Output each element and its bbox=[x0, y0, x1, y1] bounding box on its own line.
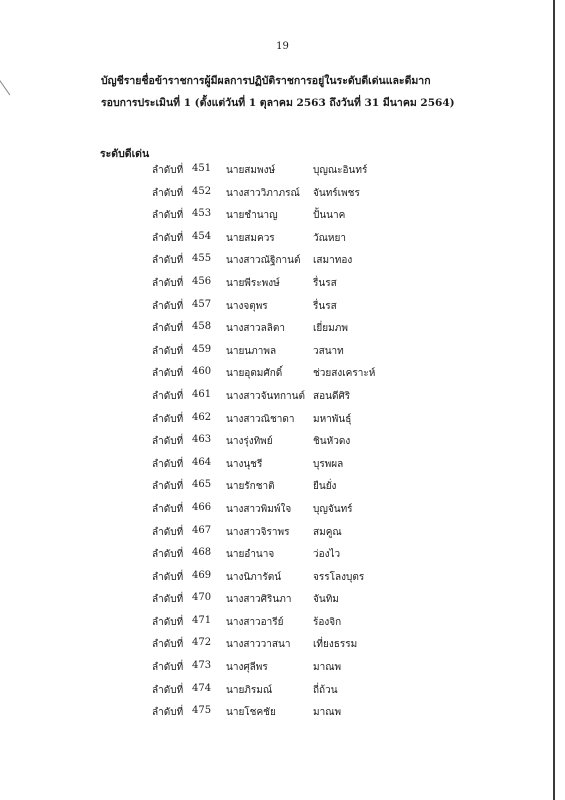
rank-label: ลำดับที่ bbox=[152, 662, 184, 674]
last-name: เสมาทอง bbox=[313, 255, 353, 267]
rank-label: ลำดับที่ bbox=[152, 526, 184, 538]
rank-label: ลำดับที่ bbox=[152, 390, 184, 402]
first-name: นางนิภารัตน์ bbox=[226, 571, 282, 583]
list-item bbox=[0, 389, 560, 412]
last-name: ปั้นนาค bbox=[313, 210, 346, 222]
first-name: นายรักชาติ bbox=[226, 481, 275, 493]
rank-label: ลำดับที่ bbox=[152, 210, 184, 222]
rank-number: 467 bbox=[192, 524, 212, 536]
first-name: นางสาวศิรินภา bbox=[226, 594, 292, 606]
first-name: นายภิรมณ์ bbox=[226, 684, 273, 696]
first-name: นายสมควร bbox=[226, 232, 275, 244]
list-item bbox=[0, 592, 560, 615]
last-name: รื่นรส bbox=[313, 300, 337, 312]
rank-label: ลำดับที่ bbox=[152, 165, 184, 176]
first-name: นางสาวลลิตา bbox=[226, 323, 286, 335]
first-name: นางศุลีพร bbox=[226, 662, 268, 674]
rank-label: ลำดับที่ bbox=[152, 684, 184, 696]
last-name: เยี่ยมภพ bbox=[313, 323, 348, 335]
rank-number: 468 bbox=[192, 547, 212, 559]
last-name: เที่ยงธรรม bbox=[313, 639, 358, 651]
section-heading: ระดับดีเด่น bbox=[100, 148, 150, 160]
first-name: นางสาววาสนา bbox=[226, 639, 291, 651]
last-name: มาณพ bbox=[313, 662, 342, 674]
last-name: ช่วยสงเคราะห์ bbox=[313, 368, 376, 380]
rank-number: 451 bbox=[192, 163, 212, 174]
list-item bbox=[0, 321, 560, 344]
rank-label: ลำดับที่ bbox=[152, 481, 184, 493]
first-name: นายชำนาญ bbox=[226, 210, 278, 222]
list-item bbox=[0, 208, 560, 231]
last-name: บุญจันทร์ bbox=[313, 503, 353, 515]
rank-number: 460 bbox=[192, 366, 212, 378]
rank-number: 458 bbox=[192, 321, 212, 333]
rank-label: ลำดับที่ bbox=[152, 549, 184, 561]
rank-label: ลำดับที่ bbox=[152, 594, 184, 606]
last-name: มหาพันธุ์ bbox=[313, 413, 352, 425]
rank-number: 455 bbox=[192, 253, 212, 265]
list-item bbox=[0, 299, 560, 322]
rank-number: 452 bbox=[192, 185, 212, 197]
last-name: จันทิม bbox=[313, 594, 339, 606]
list-item bbox=[0, 366, 560, 389]
last-name: ชินหัวดง bbox=[313, 436, 351, 448]
list-item bbox=[0, 276, 560, 299]
document-title: บัญชีรายชื่อข้าราชการผู้มีผลการปฏิบัติราชการอยู่ในระดับดีเด่นและดีมาก bbox=[101, 75, 431, 87]
rank-label: ลำดับที่ bbox=[152, 277, 184, 289]
first-name: นายโชคชัย bbox=[226, 707, 276, 719]
last-name: สอนดีศิริ bbox=[313, 390, 351, 402]
rank-number: 462 bbox=[192, 411, 212, 423]
rank-number: 471 bbox=[192, 614, 212, 626]
first-name: นางสาวอารีย์ bbox=[226, 616, 284, 628]
list-item bbox=[0, 434, 560, 457]
list-item bbox=[0, 253, 560, 276]
list-item bbox=[0, 705, 560, 728]
last-name: มาณพ bbox=[313, 707, 342, 719]
list-item bbox=[0, 163, 560, 186]
scan-artifact-line bbox=[0, 80, 10, 95]
list-item bbox=[0, 525, 560, 548]
rank-label: ลำดับที่ bbox=[152, 187, 184, 199]
rank-label: ลำดับที่ bbox=[152, 413, 184, 425]
first-name: นายอำนาจ bbox=[226, 549, 275, 561]
list-item bbox=[0, 412, 560, 435]
rank-label: ลำดับที่ bbox=[152, 436, 184, 448]
rank-label: ลำดับที่ bbox=[152, 707, 184, 719]
first-name: นางสาวพิมพ์ใจ bbox=[226, 503, 292, 515]
name-list bbox=[0, 163, 560, 728]
list-item bbox=[0, 502, 560, 525]
rank-number: 453 bbox=[192, 208, 212, 220]
list-item bbox=[0, 231, 560, 254]
rank-number: 457 bbox=[192, 298, 212, 310]
first-name: นางสาวณิชาดา bbox=[226, 413, 295, 425]
rank-number: 474 bbox=[192, 682, 212, 694]
rank-label: ลำดับที่ bbox=[152, 368, 184, 380]
last-name: วสนาท bbox=[313, 345, 344, 357]
rank-number: 475 bbox=[192, 705, 212, 717]
last-name: ยืนยั่ง bbox=[313, 481, 337, 493]
last-name: จรรโลงบุตร bbox=[313, 571, 365, 583]
rank-label: ลำดับที่ bbox=[152, 571, 184, 583]
rank-number: 465 bbox=[192, 479, 212, 491]
last-name: บุญณะอินทร์ bbox=[313, 165, 368, 176]
list-item bbox=[0, 570, 560, 593]
last-name: บุรพผล bbox=[313, 458, 344, 470]
rank-label: ลำดับที่ bbox=[152, 255, 184, 267]
rank-label: ลำดับที่ bbox=[152, 616, 184, 628]
document-subtitle: รอบการประเมินที่ 1 (ตั้งแต่วันที่ 1 ตุลาคม 2563 ถึงวันที่ 31 มีนาคม 2564) bbox=[101, 97, 455, 109]
last-name: รื่นรส bbox=[313, 277, 337, 289]
rank-number: 466 bbox=[192, 501, 212, 513]
page-number: 19 bbox=[276, 41, 289, 52]
rank-label: ลำดับที่ bbox=[152, 300, 184, 312]
rank-number: 454 bbox=[192, 230, 212, 242]
first-name: นายอุดมศักดิ์ bbox=[226, 368, 283, 380]
rank-number: 463 bbox=[192, 434, 212, 446]
list-item bbox=[0, 479, 560, 502]
last-name: ถี่ถ้วน bbox=[313, 684, 338, 696]
rank-number: 473 bbox=[192, 660, 212, 672]
first-name: นางสาวณัฐิกานต์ bbox=[226, 255, 301, 267]
last-name: จันทร์เพชร bbox=[313, 187, 360, 199]
last-name: ว่องไว bbox=[313, 549, 341, 561]
rank-label: ลำดับที่ bbox=[152, 323, 184, 335]
rank-label: ลำดับที่ bbox=[152, 639, 184, 651]
first-name: นางรุ่งทิพย์ bbox=[226, 436, 273, 448]
first-name: นางสาวจิราพร bbox=[226, 526, 290, 538]
first-name: นางสาวจันทกานต์ bbox=[226, 390, 305, 402]
first-name: นางนุชรี bbox=[226, 458, 263, 470]
rank-number: 469 bbox=[192, 569, 212, 581]
first-name: นายสมพงษ์ bbox=[226, 165, 276, 176]
rank-number: 470 bbox=[192, 592, 212, 604]
list-item bbox=[0, 344, 560, 367]
rank-number: 461 bbox=[192, 388, 212, 400]
rank-number: 472 bbox=[192, 637, 212, 649]
first-name: นางจตุพร bbox=[226, 300, 268, 312]
list-item bbox=[0, 637, 560, 660]
list-item bbox=[0, 186, 560, 209]
list-item bbox=[0, 457, 560, 480]
rank-number: 459 bbox=[192, 343, 212, 355]
list-item bbox=[0, 660, 560, 683]
list-item bbox=[0, 683, 560, 706]
rank-number: 464 bbox=[192, 456, 212, 468]
rank-label: ลำดับที่ bbox=[152, 232, 184, 244]
list-item bbox=[0, 547, 560, 570]
last-name: วัณหยา bbox=[313, 232, 346, 244]
rank-label: ลำดับที่ bbox=[152, 503, 184, 515]
rank-label: ลำดับที่ bbox=[152, 458, 184, 470]
first-name: นายนภาพล bbox=[226, 345, 277, 357]
first-name: นางสาววิภาภรณ์ bbox=[226, 187, 300, 199]
first-name: นายพีระพงษ์ bbox=[226, 277, 280, 289]
list-item bbox=[0, 615, 560, 638]
rank-label: ลำดับที่ bbox=[152, 345, 184, 357]
rank-number: 456 bbox=[192, 275, 212, 287]
last-name: ร้องจิก bbox=[313, 616, 342, 628]
last-name: สมคูณ bbox=[313, 526, 342, 538]
